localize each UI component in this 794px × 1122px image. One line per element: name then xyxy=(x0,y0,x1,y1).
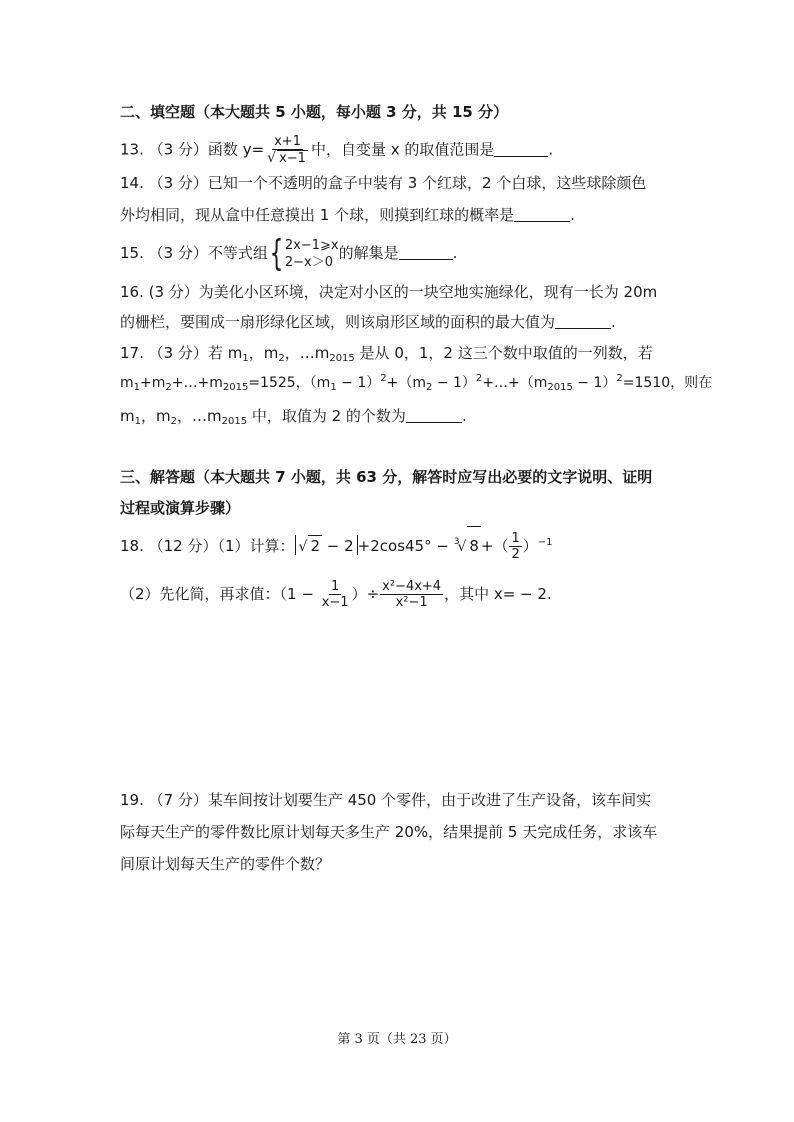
left-brace: { xyxy=(269,232,284,274)
question-15 xyxy=(120,232,457,274)
q13-frac-denominator xyxy=(265,150,310,166)
q15-inequality-system xyxy=(285,237,339,271)
subscript: 2015 xyxy=(329,353,355,364)
question-17-line-3 xyxy=(120,406,467,426)
numerator: 1 xyxy=(330,579,340,594)
superscript: 2 xyxy=(616,373,623,384)
subscript: 2 xyxy=(426,382,433,393)
page-footer: 第 3 页（共 23 页） xyxy=(337,1032,457,1047)
q15-prefix: 15. （3 分）不等式组 xyxy=(120,244,268,262)
denominator: x²−1 xyxy=(395,595,428,610)
question-19-line-3: 间原计划每天生产的零件个数？ xyxy=(120,855,331,873)
subscript: 2 xyxy=(165,382,172,393)
absolute-value xyxy=(295,535,358,555)
q18-text: +（ xyxy=(480,537,509,555)
question-19-line-2: 际每天生产的零件数比原计划每天多生产 20%，结果提前 5 天完成任务，求该车 xyxy=(120,823,658,841)
subscript: 1 xyxy=(133,382,141,393)
q17-text: +…+（m xyxy=(482,375,548,391)
q17-text: 17. （3 分）若 m xyxy=(120,344,243,362)
sqrt-symbol: √ xyxy=(298,539,308,555)
question-14-line-2 xyxy=(120,205,575,225)
q17-text: − 1） xyxy=(336,375,381,391)
q17-answer-blank[interactable] xyxy=(406,408,462,423)
q15-answer-blank[interactable] xyxy=(399,245,453,260)
q18-text: +2cos45° − xyxy=(357,537,454,555)
question-17-line-1 xyxy=(120,343,653,363)
q17-text: ，…m xyxy=(284,344,330,362)
superscript: 2 xyxy=(380,373,387,384)
numerator: 1 xyxy=(511,531,520,546)
q18-text: − 2 xyxy=(322,537,354,555)
half-fraction xyxy=(509,531,521,562)
subscript: 2015 xyxy=(221,416,248,427)
question-17-line-2 xyxy=(120,373,712,393)
denominator: x−1 xyxy=(321,595,349,610)
q14-line2-text: 外均相同，现从盒中任意摸出 1 个球，则摸到红球的概率是 xyxy=(120,206,515,224)
q13-radicand: x−1 xyxy=(279,151,306,166)
question-16-line-2 xyxy=(120,312,616,332)
question-13 xyxy=(120,134,553,166)
fraction-quadratic xyxy=(380,579,443,610)
q17-text: m xyxy=(120,375,134,391)
question-16-line-1: 16. (3 分）为美化小区环境，决定对小区的一块空地实施绿化，现有一长为 20m xyxy=(120,283,658,301)
q17-text: ，…m xyxy=(177,407,222,425)
superscript: −1 xyxy=(537,537,553,548)
question-18-part-2 xyxy=(120,574,552,614)
denominator: 2 xyxy=(511,547,520,562)
question-18-part-1 xyxy=(120,526,553,564)
q14-answer-blank[interactable] xyxy=(514,207,570,222)
q15-inequality-1: 2x−1⩾x xyxy=(284,237,339,253)
q17-text: +m xyxy=(140,375,166,391)
q18-text: （2）先化简，再求值：（1 − xyxy=(120,585,319,603)
q17-text: m xyxy=(120,407,135,425)
section-3-heading-line-1: 三、解答题（本大题共 7 小题，共 63 分，解答时应写出必要的文字说明、证明 xyxy=(120,468,653,486)
q17-text: 是从 0，1，2 这三个数中取值的一列数，若 xyxy=(354,344,653,362)
q13-end: . xyxy=(548,140,554,159)
q17-text: =1525，（m xyxy=(248,375,331,391)
q17-text: − 1） xyxy=(432,375,476,391)
question-19-line-1: 19. （7 分）某车间按计划要生产 450 个零件，由于改进了生产设备，该车间实 xyxy=(120,791,652,809)
q15-inequality-2: 2−x＞0 xyxy=(284,254,333,270)
q17-text: − 1） xyxy=(572,375,617,391)
q14-end: . xyxy=(570,206,575,224)
q16-end: . xyxy=(611,313,616,331)
subscript: 2 xyxy=(278,353,285,364)
subscript: 1 xyxy=(330,382,337,393)
numerator: x²−4x+4 xyxy=(382,579,442,594)
q18-text: 18. （12 分）（1）计算： xyxy=(120,537,295,555)
question-14-line-1: 14. （3 分）已知一个不透明的盒子中装有 3 个红球，2 个白球，这些球除颜色 xyxy=(120,174,647,192)
subscript: 1 xyxy=(242,353,249,364)
radicand: 8 xyxy=(467,526,481,565)
subscript: 2015 xyxy=(222,382,249,393)
root-index: 3 xyxy=(453,537,460,547)
sqrt-symbol: √ xyxy=(267,150,277,166)
q16-answer-blank[interactable] xyxy=(555,314,611,329)
cube-root xyxy=(454,526,481,568)
fraction-1-over-x-minus-1 xyxy=(320,579,351,610)
q17-text: ，m xyxy=(141,407,171,425)
q15-suffix: 的解集是 xyxy=(338,244,399,262)
q18-text: ，其中 x= − 2. xyxy=(444,585,552,603)
q13-fraction xyxy=(265,134,310,166)
section-3-heading-line-2: 过程或演算步骤） xyxy=(120,499,241,517)
radicand: 2 xyxy=(310,537,320,555)
superscript: 2 xyxy=(475,373,483,384)
sqrt-symbol: √ xyxy=(457,539,467,555)
q17-text: ，m xyxy=(248,344,279,362)
q15-end: . xyxy=(452,244,458,262)
subscript: 1 xyxy=(134,416,141,427)
q16-line2-text: 的栅栏，要围成一扇形绿化区域，则该扇形区域的面积的最大值为 xyxy=(120,313,556,331)
q13-prefix: 13. （3 分）函数 y= xyxy=(120,140,265,159)
q13-answer-blank[interactable] xyxy=(494,142,548,157)
q13-frac-numerator: x+1 xyxy=(274,134,301,149)
q17-text: +（m xyxy=(386,375,426,391)
q17-text: =1510，则在 xyxy=(622,375,713,391)
q13-suffix: 中，自变量 x 的取值范围是 xyxy=(310,140,495,159)
q18-text: ）÷ xyxy=(351,585,380,603)
q17-end: . xyxy=(461,407,467,425)
subscript: 2015 xyxy=(547,382,573,393)
subscript: 2 xyxy=(170,416,177,427)
q17-text: +…+m xyxy=(171,375,223,391)
section-2-heading: 二、填空题（本大题共 5 小题，每小题 3 分，共 15 分） xyxy=(120,103,509,121)
q17-text: 中，取值为 2 的个数为 xyxy=(247,407,406,425)
q18-text: ） xyxy=(522,537,538,555)
